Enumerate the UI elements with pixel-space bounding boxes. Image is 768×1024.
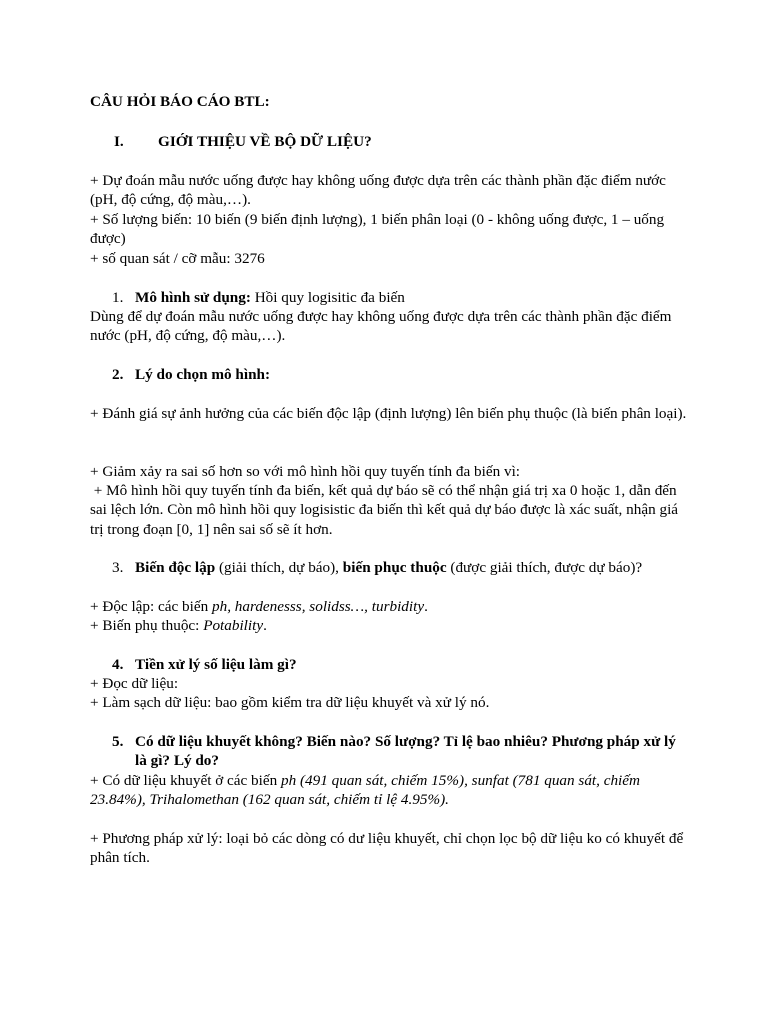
dependent-prefix: + Biến phụ thuộc: [90, 617, 204, 634]
question-3-bold-1: Biến độc lập [135, 559, 216, 576]
intro-line-2: + Số lượng biến: 10 biến (9 biến định lượng), 1 biến phân loại (0 - không uống được, 1 – uống được) [90, 211, 665, 248]
question-3-bold-2: biến phục thuộc [342, 559, 447, 576]
question-5-answer-2: + Phương pháp xử lý: loại bỏ các dòng có dư liệu khuyết, chỉ chọn lọc bộ dữ liệu ko có khuyết để phân tích. [90, 830, 684, 867]
question-2-paragraph-1: + Đánh giá sự ảnh hưởng của các biến độc lập (định lượng) lên biến phụ thuộc (là biến phân loại). [90, 405, 687, 422]
question-1-description: Dùng để dự đoán mẫu nước uống được hay không uống được dựa trên các thành phần đặc điểm nước (pH, độ cứng, độ màu,…). [90, 308, 672, 345]
question-4 [90, 655, 690, 674]
document-title: CÂU HỎI BÁO CÁO BTL: [90, 93, 270, 110]
question-4-line-2: + Làm sạch dữ liệu: bao gồm kiểm tra dữ liệu khuyết và xử lý nó. [90, 694, 490, 711]
question-4-line-1: + Đọc dữ liệu: [90, 675, 179, 692]
section-roman-numeral: I. [114, 133, 124, 150]
question-3-number: 3. [112, 559, 124, 576]
question-2 [90, 365, 690, 384]
question-5-number: 5. [112, 733, 124, 750]
missing-data-prefix: + Có dữ liệu khuyết ở các biến [90, 772, 282, 789]
question-3-text-2: (được giải thích, được dự báo)? [446, 559, 643, 576]
intro-line-3: + số quan sát / cỡ mẫu: 3276 [90, 250, 265, 267]
dependent-end: . [263, 617, 267, 634]
question-1-label: Mô hình sử dụng: [135, 289, 251, 306]
question-5-heading: Có dữ liệu khuyết không? Biến nào? Số lượng? Tỉ lệ bao nhiêu? Phương pháp xử lý là gì? Lý do? [135, 733, 676, 770]
question-5-answer-1 [90, 771, 690, 810]
intro-line-1: + Dự đoán mẫu nước uống được hay không uống được dựa trên các thành phần đặc điểm nước (pH, độ cứng, độ màu,…). [90, 172, 666, 209]
independent-prefix: + Độc lập: các biến [90, 598, 212, 615]
independent-variables: ph, hardenesss, solidss…, turbidity [212, 598, 425, 615]
dependent-variable-line [90, 616, 690, 635]
question-2-paragraph-3: + Mô hình hồi quy tuyến tính đa biến, kết quả dự báo sẽ có thể nhận giá trị xa 0 hoặc 1, dẫn đến sai lệch lớn. Còn mô hình hồi quy logisistic đa biến thì kết quả dự báo được là xác suất, nhận giá trị trong đoạn [0, 1] nên sai số sẽ ít hơn. [90, 482, 682, 538]
question-4-heading: Tiền xử lý số liệu làm gì? [135, 656, 297, 673]
question-5 [90, 732, 690, 771]
question-3-text-1: (giải thích, dự báo), [215, 559, 343, 576]
question-1 [90, 288, 690, 307]
question-3 [90, 558, 690, 577]
question-2-number: 2. [112, 366, 124, 383]
question-4-number: 4. [112, 656, 124, 673]
question-2-heading: Lý do chọn mô hình: [135, 366, 271, 383]
section-title: GIỚI THIỆU VỀ BỘ DỮ LIỆU? [158, 133, 372, 150]
dependent-variable: Potability [203, 617, 264, 634]
independent-variables-line [90, 597, 690, 616]
independent-end: . [424, 598, 428, 615]
question-1-number: 1. [112, 289, 124, 306]
missing-data-details: ph (491 quan sát, chiếm 15%), sunfat (781 quan sát, chiếm 23.84%), Trihalomethan (162 quan sát, chiếm tỉ lệ 4.95%). [90, 772, 640, 809]
question-1-value: Hồi quy logisitic đa biến [250, 289, 405, 306]
question-2-paragraph-2: + Giảm xảy ra sai số hơn so với mô hình hồi quy tuyến tính đa biến vì: [90, 463, 521, 480]
